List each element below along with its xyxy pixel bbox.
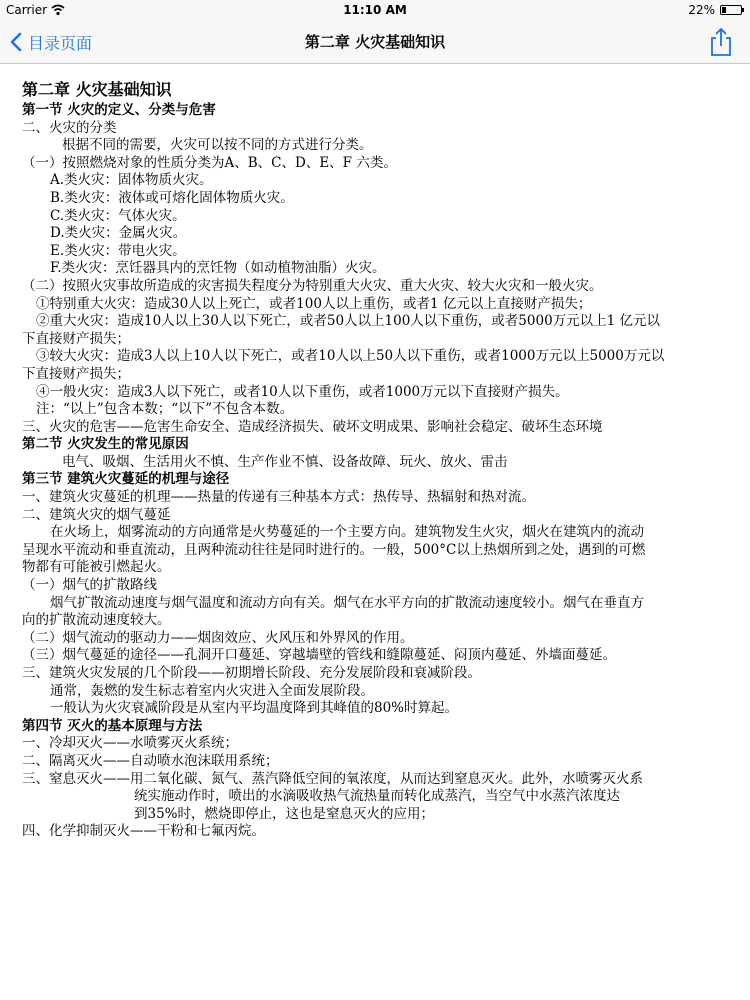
doc-line: 在火场上，烟雾流动的方向通常是火势蔓延的一个主要方向。建筑物发生火灾，烟火在建筑内的流动 xyxy=(50,524,644,541)
doc-line: 呈现水平流动和垂直流动，且两种流动往往是同时进行的。一般，500°C以上热烟所到之处，遇到的可燃 xyxy=(22,541,646,558)
doc-line: 三、火灾的危害——危害生命安全、造成经济损失、破坏文明成果、影响社会稳定、破坏生态环境 xyxy=(22,418,603,435)
carrier-label: Carrier xyxy=(6,3,48,17)
doc-line: 通常，轰燃的发生标志着室内火灾进入全面发展阶段。 xyxy=(50,682,374,699)
doc-line: 物都有可能被引燃起火。 xyxy=(22,559,171,576)
battery-percent: 22% xyxy=(688,3,715,17)
doc-line: 统实施动作时，喷出的水滴吸收热气流热量而转化成蒸汽，当空气中水蒸汽浓度达 xyxy=(134,788,620,805)
doc-line: （一）烟气的扩散路线 xyxy=(22,577,157,594)
doc-line: 根据不同的需要，火灾可以按不同的方式进行分类。 xyxy=(62,137,373,154)
doc-line: D.类火灾：金属火灾。 xyxy=(50,225,187,242)
doc-line: ①特别重大火灾：造成30人以上死亡，或者100人以上重伤，或者1 亿元以上直接财产损失； xyxy=(36,295,592,312)
doc-line: 一、建筑火灾蔓延的机理——热量的传递有三种基本方式：热传导、热辐射和热对流。 xyxy=(22,489,535,506)
section-3-title: 第三节 建筑火灾蔓延的机理与途径 xyxy=(22,471,230,488)
doc-line: （三）烟气蔓延的途径——孔洞开口蔓延、穿越墙壁的管线和缝隙蔓延、闷顶内蔓延、外墙面蔓延。 xyxy=(22,647,616,664)
doc-line: 一、冷却灭火——水喷雾灭火系统； xyxy=(22,735,238,752)
section-2-title: 第二节 火灾发生的常见原因 xyxy=(22,436,189,453)
doc-line: 到35%时，燃烧即停止，这也是窒息灭火的应用； xyxy=(134,805,435,822)
doc-line: 二、建筑火灾的烟气蔓延 xyxy=(22,506,171,523)
doc-line: C.类火灾：气体火灾。 xyxy=(50,207,186,224)
doc-line: ④一般火灾：造成3人以下死亡，或者10人以下重伤，或者1000万元以下直接财产损失。 xyxy=(36,383,569,400)
battery-icon xyxy=(720,5,742,15)
doc-line: （二）烟气流动的驱动力——烟囱效应、火风压和外界风的作用。 xyxy=(22,629,414,646)
back-label: 目录页面 xyxy=(28,33,93,53)
share-icon[interactable] xyxy=(708,27,734,57)
doc-line: （二）按照火灾事故所造成的灾害损失程度分为特别重大火灾、重大火灾、较大火灾和一般火灾。 xyxy=(22,277,603,294)
doc-line: 一般认为火灾衰减阶段是从室内平均温度降到其峰值的80%时算起。 xyxy=(50,700,459,717)
status-bar xyxy=(0,0,750,20)
doc-line: 三、窒息灭火——用二氧化碳、氮气、蒸汽降低空间的氧浓度，从而达到窒息灭火。此外，水喷雾灭火系 xyxy=(22,770,643,787)
doc-line: B.类火灾：液体或可熔化固体物质火灾。 xyxy=(50,189,294,206)
doc-line: 注：“以上”包含本数；“以下”不包含本数。 xyxy=(36,401,294,418)
doc-line: 下直接财产损失； xyxy=(22,330,130,347)
chapter-title: 第二章 火灾基础知识 xyxy=(22,80,172,99)
section-1-title: 第一节 火灾的定义、分类与危害 xyxy=(22,102,216,118)
doc-line: ③较大火灾：造成3人以上10人以下死亡，或者10人以上50人以下重伤，或者1000万元以上5000万元以 xyxy=(36,348,665,365)
doc-line: A.类火灾：固体物质火灾。 xyxy=(50,172,213,189)
doc-line: （一）按照燃烧对象的性质分类为A、B、C、D、E、F 六类。 xyxy=(22,154,397,171)
doc-line: ②重大火灾：造成10人以上30人以下死亡，或者50人以上100人以下重伤，或者5000万元以上1 亿元以 xyxy=(36,313,661,330)
doc-line: 二、隔离灭火——自动喷水泡沫联用系统； xyxy=(22,752,279,769)
nav-bar xyxy=(0,20,750,64)
doc-line: 电气、吸烟、生活用火不慎、生产作业不慎、设备故障、玩火、放火、雷击 xyxy=(62,453,508,470)
doc-line: 三、建筑火灾发展的几个阶段——初期增长阶段、充分发展阶段和衰减阶段。 xyxy=(22,665,481,681)
doc-line: E.类火灾：带电火灾。 xyxy=(50,242,186,259)
doc-line: F.类火灾：烹饪器具内的烹饪物（如动植物油脂）火灾。 xyxy=(50,260,386,277)
document-content xyxy=(22,80,732,841)
status-right xyxy=(688,0,742,20)
battery-fill xyxy=(722,7,726,13)
doc-line: 下直接财产损失； xyxy=(22,365,130,382)
doc-line: 四、化学抑制灭火——干粉和七氟丙烷。 xyxy=(22,823,265,840)
doc-line: 向的扩散流动速度较大。 xyxy=(22,612,171,629)
doc-line: 二、火灾的分类 xyxy=(22,119,117,136)
section-4-title: 第四节 灭火的基本原理与方法 xyxy=(22,717,203,734)
status-time: 11:10 AM xyxy=(343,3,407,17)
doc-line: 烟气扩散流动速度与烟气温度和流动方向有关。烟气在水平方向的扩散流动速度较小。烟气在垂直方 xyxy=(50,594,644,611)
page-title: 第二章 火灾基础知识 xyxy=(304,33,446,51)
